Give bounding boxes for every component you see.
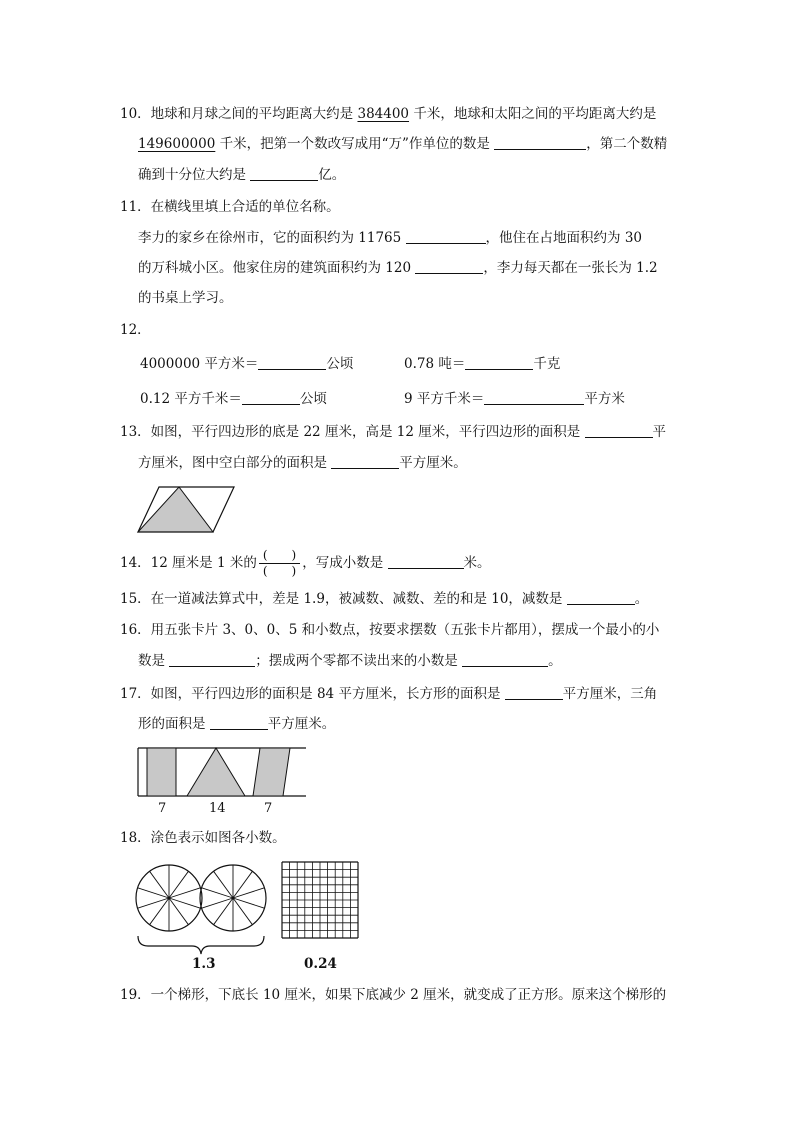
q15-blank[interactable] (567, 590, 635, 605)
q11-line2 (138, 228, 642, 248)
q18-circle-divider (202, 898, 233, 908)
q12-text: 0.12 平方千米＝ (140, 391, 242, 407)
q13-parallelogram-figure (136, 485, 236, 535)
q13-blank-2[interactable] (331, 454, 399, 469)
q16-line1: 16．用五张卡片 3、0、0、5 和小数点，按要求摆数（五张卡片都用），摆成一个最小的小 (120, 622, 660, 638)
q12-blank-c[interactable] (242, 390, 300, 405)
q14-text: 14．12 厘米是 1 米的 (120, 555, 257, 571)
q18-circle-divider (233, 898, 252, 925)
q17-label-triangle: 14 (209, 801, 226, 816)
q11-blank-1[interactable] (406, 229, 486, 244)
q13-text: 13．如图，平行四边形的底是 22 厘米，高是 12 厘米，平行四边形的面积是 (120, 424, 585, 440)
q17-text: 平方厘米。 (267, 716, 336, 732)
q12-text: 公顷 (326, 356, 354, 372)
q17-parallelogram (253, 748, 290, 796)
q17-blank-1[interactable] (505, 685, 563, 700)
q10-text: 10．地球和月球之间的平均距离大约是 (120, 106, 358, 122)
q18-line: 18．涂色表示如图各小数。 (120, 830, 286, 846)
q18-circle-divider (150, 898, 169, 925)
q11-blank-2[interactable] (415, 259, 483, 274)
q17-text: 形的面积是 (138, 716, 210, 732)
q13-line1 (120, 422, 666, 442)
q11-text: ，李力每天都在一张长为 1.2 (483, 260, 658, 276)
q12-text: 公顷 (299, 391, 327, 407)
q18-circle-divider (169, 898, 188, 925)
q12-item-a (140, 354, 353, 374)
q13-text: 平 (652, 424, 666, 440)
q13-shaded-triangle (138, 487, 213, 532)
q19-line: 19．一个梯形，下底长 10 厘米，如果下底减少 2 厘米，就变成了正方形。原来这个梯形的 (120, 987, 667, 1003)
q18-circle-divider (233, 888, 264, 898)
q10-line1 (120, 104, 656, 124)
q12-text: 千克 (533, 356, 561, 372)
q18-circle-divider (138, 888, 169, 898)
q17-label-parallelogram: 7 (264, 801, 273, 816)
q12-text: 平方米 (584, 391, 625, 407)
q12-item-b (404, 354, 560, 374)
q12-label: 12． (120, 322, 151, 338)
q10-sun-distance: 149600000 (138, 136, 216, 152)
q12-item-c (140, 389, 327, 409)
q17-line2 (138, 714, 335, 734)
q14-fraction-denominator[interactable]: ( ) (262, 564, 297, 578)
q17-label-rect: 7 (158, 801, 167, 816)
q18-brace (138, 936, 264, 954)
q16-text: ；摆成两个零都不读出来的小数是 (255, 653, 463, 669)
q17-rectangle (147, 748, 176, 796)
q10-line3 (138, 165, 345, 185)
q16-blank-2[interactable] (462, 652, 548, 667)
q15-line (120, 589, 648, 609)
q11-line3 (138, 258, 658, 278)
q17-triangle (187, 748, 245, 796)
q13-text: 方厘米，图中空白部分的面积是 (138, 455, 332, 471)
q12-text: 9 平方千米＝ (404, 391, 485, 407)
q10-text: ，第二个数精 (586, 136, 668, 152)
q11-text: ，他住在占地面积约为 30 (485, 230, 643, 246)
q12-blank-d[interactable] (484, 390, 584, 405)
q10-moon-distance: 384400 (357, 106, 410, 122)
q18-circle-divider (202, 888, 233, 898)
q17-text: 平方厘米，三角 (562, 686, 658, 702)
q11-line4: 的书桌上学习。 (138, 290, 233, 306)
q10-text: 亿。 (318, 167, 346, 183)
q14-fraction-numerator[interactable]: ( ) (259, 548, 300, 564)
q10-text: 千米，把第一个数改写成用“万”作单位的数是 (215, 136, 495, 152)
q12-blank-a[interactable] (258, 355, 326, 370)
q17-figure (136, 745, 308, 817)
q15-text: 15．在一道减法算式中，差是 1.9，被减数、减数、差的和是 10，减数是 (120, 591, 567, 607)
q16-text: 。 (548, 653, 562, 669)
q18-circle-divider (233, 871, 252, 898)
q10-text: 千米，地球和太阳之间的平均距离大约是 (409, 106, 657, 122)
q14-blank[interactable] (388, 554, 464, 569)
q18-circle-divider (233, 898, 264, 908)
q18-grid-label: 0.24 (304, 956, 337, 972)
q11-line1: 11．在横线里填上合适的单位名称。 (120, 199, 340, 215)
q10-blank-1[interactable] (494, 135, 586, 150)
q18-circle-divider (214, 898, 233, 925)
q14-line (120, 546, 491, 580)
q16-line2 (138, 651, 562, 671)
q10-line2 (138, 134, 667, 154)
q11-text: 的万科城小区。他家住房的建筑面积约为 120 (138, 260, 416, 276)
q17-blank-2[interactable] (210, 715, 268, 730)
q13-text: 平方厘米。 (399, 455, 467, 471)
q18-circle-divider (169, 888, 200, 898)
q18-grid-figure (280, 860, 360, 940)
q11-text: 李力的家乡在徐州市，它的面积约为 11765 (138, 230, 406, 246)
q12-blank-b[interactable] (465, 355, 533, 370)
q14-fraction[interactable] (259, 548, 300, 579)
q18-circles-label: 1.3 (192, 956, 216, 972)
q14-text: ，写成小数是 (302, 555, 388, 571)
q16-text: 数是 (138, 653, 170, 669)
q15-text: 。 (634, 591, 649, 607)
q10-text: 确到十分位大约是 (138, 167, 251, 183)
q12-text: 4000000 平方米＝ (140, 356, 259, 372)
q18-circle-divider (169, 898, 200, 908)
q18-circle-divider (169, 871, 188, 898)
q18-circle-divider (214, 871, 233, 898)
q17-line1 (120, 684, 657, 704)
q16-blank-1[interactable] (169, 652, 255, 667)
q13-blank-1[interactable] (585, 423, 653, 438)
q12-text: 0.78 吨＝ (404, 356, 466, 372)
q10-blank-2[interactable] (250, 166, 318, 181)
q14-text: 米。 (463, 555, 491, 571)
q12-item-d (404, 389, 625, 409)
q13-line2 (138, 453, 467, 473)
q17-text: 17．如图，平行四边形的面积是 84 平方厘米，长方形的面积是 (120, 686, 505, 702)
q18-circle-divider (138, 898, 169, 908)
q18-circle-divider (150, 871, 169, 898)
